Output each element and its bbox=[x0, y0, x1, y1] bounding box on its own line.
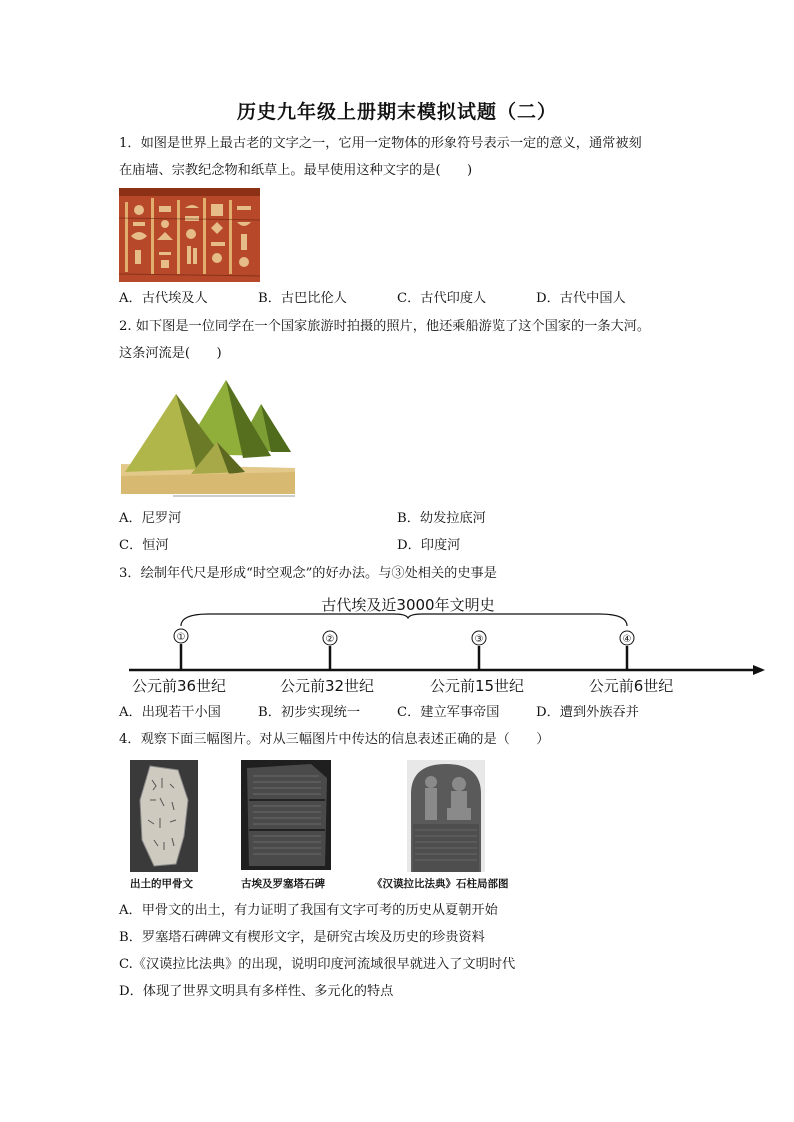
svg-text:②: ② bbox=[325, 634, 335, 645]
timeline-label-4: 公元前6世纪 bbox=[588, 677, 674, 695]
q1-option-d[interactable]: D．古代中国人 bbox=[536, 291, 626, 306]
timeline-brace bbox=[181, 614, 627, 626]
timeline-arrow-icon bbox=[753, 665, 765, 675]
q1-stem-line-1: 1．如图是世界上最古老的文字之一，它用一定物体的形象符号表示一定的意义，通常被刻 bbox=[119, 136, 642, 151]
timeline-label-1: 公元前36世纪 bbox=[131, 677, 227, 695]
caption-oracle-bone: 出土的甲骨文 bbox=[130, 878, 193, 890]
hammurabi-stele-image bbox=[407, 760, 485, 872]
q2-option-d[interactable]: D．印度河 bbox=[397, 538, 461, 553]
timeline-marker-1 bbox=[174, 629, 188, 670]
q4-option-a[interactable]: A．甲骨文的出土，有力证明了我国有文字可考的历史从夏朝开始 bbox=[119, 903, 498, 918]
pyramids-image bbox=[121, 372, 295, 497]
q2-option-c[interactable]: C．恒河 bbox=[119, 538, 169, 553]
timeline-marker-2 bbox=[323, 631, 337, 670]
timeline-figure bbox=[119, 590, 769, 698]
timeline-marker-4 bbox=[620, 631, 634, 670]
q1-option-b[interactable]: B．古巴比伦人 bbox=[258, 291, 347, 306]
q3-option-a[interactable]: A．出现若干小国 bbox=[119, 705, 221, 720]
q2-stem-line-2: 这条河流是( ) bbox=[119, 346, 222, 361]
timeline-label-3: 公元前15世纪 bbox=[429, 677, 525, 695]
q4-stem-line-1: 4．观察下面三幅图片。对从三幅图片中传达的信息表述正确的是（ ） bbox=[119, 732, 550, 747]
q1-option-a[interactable]: A．古代埃及人 bbox=[119, 291, 208, 306]
svg-text:①: ① bbox=[176, 632, 186, 643]
q3-stem-line-1: 3．绘制年代尺是形成“时空观念”的好办法。与③处相关的史事是 bbox=[119, 566, 497, 581]
q4-option-c[interactable]: C.《汉谟拉比法典》的出现，说明印度河流域很早就进入了文明时代 bbox=[119, 957, 516, 972]
timeline-marker-3 bbox=[472, 631, 486, 670]
q3-option-b[interactable]: B．初步实现统一 bbox=[258, 705, 361, 720]
hieroglyph-image bbox=[119, 188, 260, 282]
page-title: 历史九年级上册期末模拟试题（二） bbox=[236, 101, 557, 123]
svg-text:③: ③ bbox=[474, 634, 484, 645]
q2-option-b[interactable]: B．幼发拉底河 bbox=[397, 511, 486, 526]
oracle-bone-image bbox=[130, 760, 198, 872]
q2-option-a[interactable]: A．尼罗河 bbox=[119, 511, 182, 526]
rosetta-stone-image bbox=[241, 760, 331, 870]
timeline-label-2: 公元前32世纪 bbox=[279, 677, 375, 695]
q3-option-d[interactable]: D．遭到外族吞并 bbox=[536, 705, 639, 720]
q4-option-d[interactable]: D．体现了世界文明具有多样性、多元化的特点 bbox=[119, 984, 394, 999]
q1-option-c[interactable]: C．古代印度人 bbox=[397, 291, 487, 306]
q2-stem-line-1: 2. 如下图是一位同学在一个国家旅游时拍摄的照片，他还乘船游览了这个国家的一条大河。 bbox=[119, 319, 651, 334]
svg-text:④: ④ bbox=[622, 634, 632, 645]
q1-stem-line-2: 在庙墙、宗教纪念物和纸草上。最早使用这种文字的是( ) bbox=[119, 163, 473, 178]
caption-hammurabi: 《汉谟拉比法典》石柱局部图 bbox=[372, 878, 509, 890]
q4-option-b[interactable]: B．罗塞塔石碑碑文有楔形文字，是研究古埃及历史的珍贵资料 bbox=[119, 930, 485, 945]
q3-option-c[interactable]: C．建立军事帝国 bbox=[397, 705, 500, 720]
caption-rosetta-stone: 古埃及罗塞塔石碑 bbox=[241, 878, 325, 890]
timeline-heading: 古代埃及近3000年文明史 bbox=[321, 596, 495, 614]
